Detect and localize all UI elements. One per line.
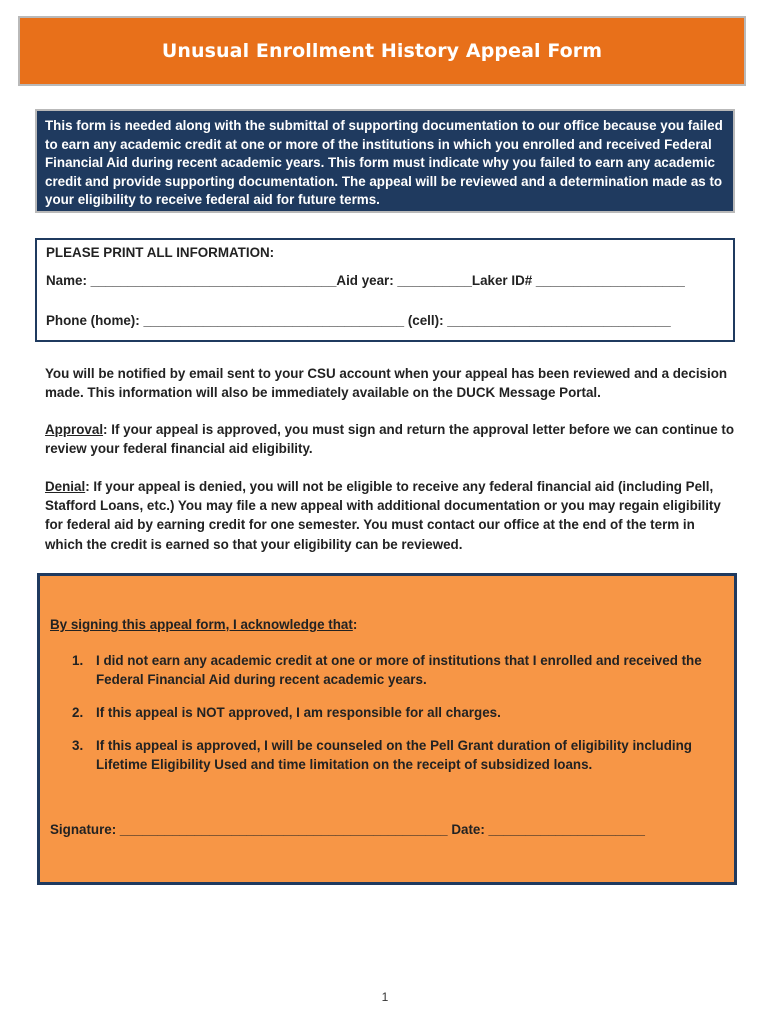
signature-date-line[interactable]: Signature: ____________________________________________ Date: _____________________	[50, 822, 645, 837]
page-title: Unusual Enrollment History Appeal Form	[161, 40, 603, 62]
acknowledgment-heading-suffix: :	[352, 617, 358, 632]
applicant-info-box	[35, 238, 735, 342]
list-item	[72, 651, 732, 689]
name-aid-year-laker-id-line[interactable]: Name: _________________________________Aid year: __________Laker ID# ____________________	[46, 273, 685, 288]
list-item-text: If this appeal is NOT approved, I am responsible for all charges.	[96, 705, 501, 720]
acknowledgment-heading-text: By signing this appeal form, I acknowledge that	[50, 617, 353, 632]
acknowledgment-list	[72, 651, 732, 788]
list-item	[72, 736, 732, 774]
info-heading: PLEASE PRINT ALL INFORMATION:	[46, 245, 275, 260]
approval-label: Approval	[45, 422, 104, 437]
title-banner	[18, 16, 746, 86]
phone-line[interactable]: Phone (home): ___________________________________ (cell): ______________________________	[46, 313, 671, 328]
list-item	[72, 703, 732, 722]
acknowledgment-box	[37, 573, 737, 885]
approval-paragraph	[45, 420, 735, 458]
approval-text: : If your appeal is approved, you must sign and return the approval letter before we can continue to review your federal financial aid eligibility.	[45, 422, 735, 457]
list-item-number: 1.	[72, 653, 84, 668]
list-item-number: 3.	[72, 738, 84, 753]
denial-paragraph	[45, 477, 735, 554]
denial-label: Denial	[45, 479, 86, 494]
list-item-text: I did not earn any academic credit at one or more of institutions that I enrolled and received the Federal Financial Aid during recent academic years.	[96, 653, 702, 687]
denial-text: : If your appeal is denied, you will not be eligible to receive any federal financial aid (including Pell, Stafford Loans, etc.) You may file a new appeal with additional documentation or you may regain eligibility for federal aid by earning credit for one semester. You must contact our office at the end of the term in which the credit is earned so that your eligibility can be reviewed.	[45, 479, 721, 552]
page-number: 1	[381, 990, 389, 1004]
list-item-number: 2.	[72, 705, 84, 720]
acknowledgment-heading	[50, 617, 357, 632]
notification-paragraph: You will be notified by email sent to your CSU account when your appeal has been reviewed and a decision made. This information will also be immediately available on the DUCK Message Portal.	[45, 366, 728, 401]
intro-box: This form is needed along with the submittal of supporting documentation to our office because you failed to earn any academic credit at one or more of the institutions in which you enrolled and received Federal Financial Aid during recent academic years. This form must indicate why you failed to earn any academic credit and provide supporting documentation. The appeal will be reviewed and a determination made as to your eligibility to receive federal aid for future terms.	[35, 109, 735, 213]
list-item-text: If this appeal is approved, I will be counseled on the Pell Grant duration of eligibility including Lifetime Eligibility Used and time limitation on the receipt of subsidized loans.	[96, 738, 692, 772]
